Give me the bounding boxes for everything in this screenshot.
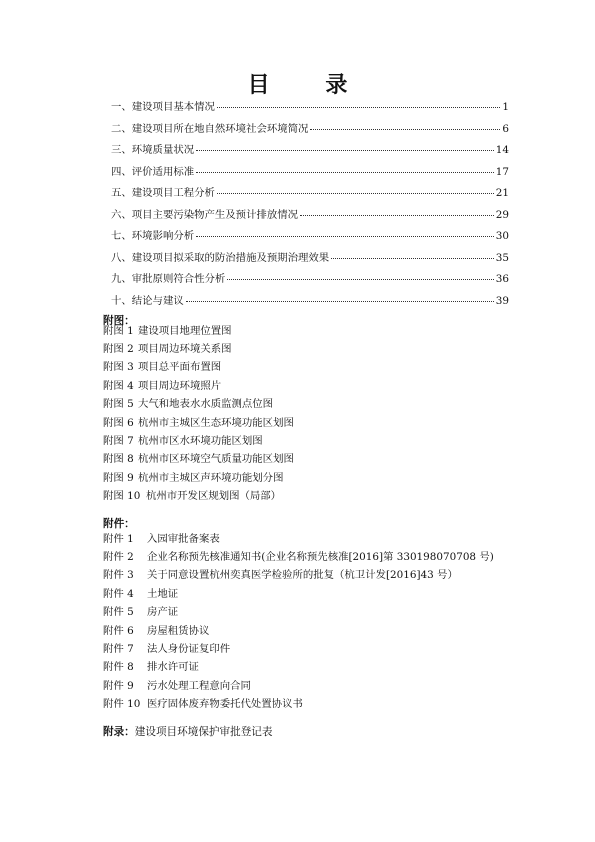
table-of-contents — [111, 102, 509, 317]
toc-page-number: 35 — [495, 251, 509, 264]
figure-title: 杭州市开发区规划图（局部） — [146, 490, 282, 503]
figure-title: 项目周边环境照片 — [138, 379, 222, 392]
list-item — [103, 394, 294, 412]
figure-label: 附图 7 — [103, 435, 134, 448]
figure-title: 项目周边环境关系图 — [138, 343, 232, 356]
list-item — [103, 546, 494, 564]
toc-entry-label: 三、环境质量状况 — [111, 144, 195, 156]
toc-page-number: 21 — [495, 187, 509, 199]
toc-leader — [310, 129, 500, 130]
toc-leader — [217, 193, 494, 194]
attachment-title: 入园审批备案表 — [147, 532, 220, 545]
figure-title: 建设项目地理位置图 — [138, 324, 232, 337]
toc-leader — [331, 258, 494, 259]
toc-entry[interactable] — [111, 253, 509, 275]
toc-page-number: 6 — [502, 122, 509, 135]
attachment-label: 附件 8 — [103, 661, 134, 674]
attachments-list — [103, 528, 494, 712]
attachment-label: 附件 6 — [103, 624, 134, 637]
toc-page-number: 14 — [495, 144, 509, 156]
toc-page-number: 39 — [495, 294, 509, 307]
toc-page-number: 29 — [495, 208, 509, 221]
toc-entry-label: 八、建设项目拟采取的防治措施及预期治理效果 — [111, 251, 330, 264]
figure-label: 附图 2 — [103, 343, 134, 356]
figure-label: 附图 6 — [103, 416, 134, 429]
attachment-label: 附件 2 — [103, 551, 134, 564]
figure-label: 附图 8 — [103, 453, 134, 466]
list-item — [103, 620, 494, 638]
figures-heading: 附图： — [103, 315, 135, 327]
list-item — [103, 694, 494, 712]
toc-page-number: 1 — [502, 101, 509, 113]
toc-entry-label: 六、项目主要污染物产生及预计排放情况 — [111, 208, 299, 221]
attachment-label: 附件 10 — [103, 698, 141, 711]
toc-entry[interactable] — [111, 145, 509, 167]
list-item — [103, 528, 494, 546]
figure-label: 附图 1 — [103, 324, 134, 337]
toc-page-number: 30 — [495, 230, 509, 242]
list-item — [103, 357, 294, 375]
attachment-label: 附件 1 — [103, 532, 134, 545]
attachment-title: 房屋租赁协议 — [147, 624, 210, 637]
toc-entry[interactable] — [111, 188, 509, 210]
figures-list — [103, 320, 294, 504]
attachment-title: 污水处理工程意向合同 — [147, 679, 251, 692]
toc-leader — [196, 236, 494, 237]
toc-leader — [196, 172, 494, 173]
figure-title: 大气和地表水水质监测点位图 — [138, 398, 274, 411]
toc-page-number: 17 — [495, 165, 509, 178]
toc-entry[interactable] — [111, 124, 509, 146]
toc-entry[interactable] — [111, 231, 509, 253]
figure-title: 杭州市区环境空气质量功能区划图 — [138, 453, 294, 466]
list-item — [103, 583, 494, 601]
toc-entry[interactable] — [111, 210, 509, 232]
figure-title: 杭州市主城区生态环境功能区划图 — [138, 416, 294, 429]
figure-label: 附图 10 — [103, 490, 141, 503]
list-item — [103, 412, 294, 430]
toc-entry-label: 一、建设项目基本情况 — [111, 101, 215, 113]
list-item — [103, 657, 494, 675]
attachment-title: 医疗固体废弃物委托代处置协议书 — [147, 698, 303, 711]
toc-leader — [186, 301, 494, 302]
list-item — [103, 467, 294, 485]
toc-entry[interactable] — [111, 296, 509, 318]
attachment-label: 附件 4 — [103, 587, 134, 600]
list-item — [103, 375, 294, 393]
toc-entry-label: 四、评价适用标准 — [111, 165, 195, 178]
toc-entry-label: 二、建设项目所在地自然环境社会环境简况 — [111, 122, 309, 135]
list-item — [103, 430, 294, 448]
attachment-title: 房产证 — [147, 606, 179, 619]
list-item — [103, 565, 494, 583]
toc-entry-label: 十、结论与建议 — [111, 294, 184, 307]
toc-entry[interactable] — [111, 167, 509, 189]
attachment-label: 附件 3 — [103, 569, 134, 582]
attachment-title: 企业名称预先核准通知书(企业名称预先核准[2016]第 330198070708 号) — [147, 551, 494, 564]
figure-title: 杭州市区水环境功能区划图 — [138, 435, 263, 448]
list-item — [103, 675, 494, 693]
toc-leader — [227, 279, 493, 280]
list-item — [103, 486, 294, 504]
attachment-title: 法人身份证复印件 — [147, 643, 231, 656]
list-item — [103, 320, 294, 338]
attachment-title: 关于同意设置杭州奕真医学检验所的批复（杭卫计发[2016]43 号） — [147, 569, 458, 582]
figure-label: 附图 9 — [103, 471, 134, 484]
figure-label: 附图 5 — [103, 398, 134, 411]
toc-entry-label: 七、环境影响分析 — [111, 230, 195, 242]
appendix-title: 建设项目环境保护审批登记表 — [134, 726, 273, 738]
toc-leader — [300, 215, 494, 216]
figure-title: 杭州市主城区声环境功能划分图 — [138, 471, 284, 484]
attachment-title: 排水许可证 — [147, 661, 199, 674]
toc-leader — [217, 107, 500, 108]
attachment-label: 附件 9 — [103, 679, 134, 692]
appendix-label: 附录： — [103, 726, 135, 738]
toc-entry-label: 五、建设项目工程分析 — [111, 187, 215, 199]
figure-title: 项目总平面布置图 — [138, 361, 222, 374]
attachment-label: 附件 5 — [103, 606, 134, 619]
attachments-heading: 附件： — [103, 518, 135, 530]
page-title: 目 录 — [247, 72, 372, 98]
list-item — [103, 449, 294, 467]
list-item — [103, 338, 294, 356]
list-item — [103, 602, 494, 620]
toc-page-number: 36 — [495, 273, 509, 285]
toc-entry-label: 九、审批原则符合性分析 — [111, 273, 226, 285]
figure-label: 附图 3 — [103, 361, 134, 374]
toc-entry[interactable] — [111, 102, 509, 124]
toc-entry[interactable] — [111, 274, 509, 296]
attachment-title: 土地证 — [147, 587, 179, 600]
attachment-label: 附件 7 — [103, 643, 134, 656]
list-item — [103, 638, 494, 656]
figure-label: 附图 4 — [103, 379, 134, 392]
appendix-line — [103, 724, 273, 739]
toc-leader — [196, 150, 494, 151]
